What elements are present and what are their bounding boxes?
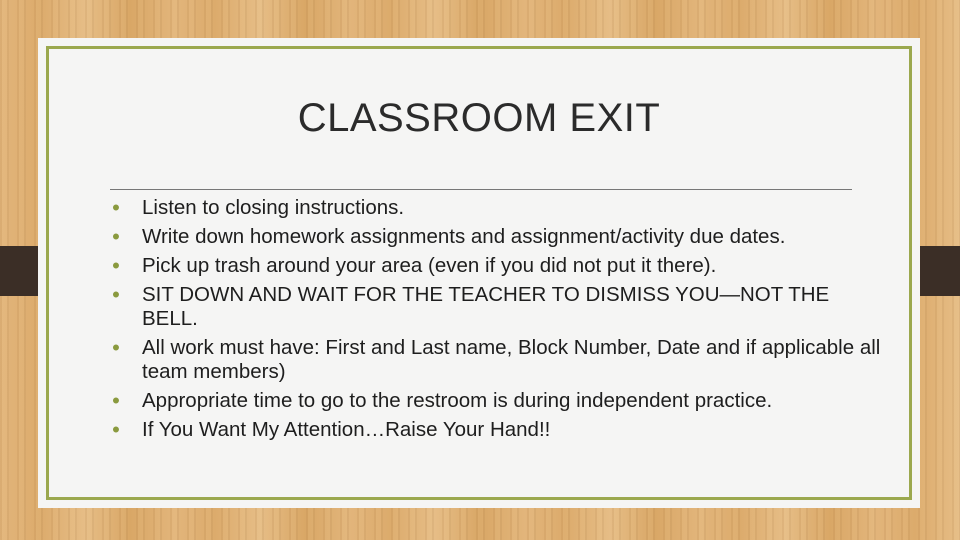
slide-title: CLASSROOM EXIT [297, 96, 661, 140]
bullet-item [108, 283, 888, 331]
bullet-dot-icon: • [112, 253, 120, 278]
bullet-text: All work must have: First and Last name, Block Number, Date and if applicable all team members) [142, 336, 881, 383]
bullet-item [108, 225, 888, 249]
bullet-dot-icon: • [112, 417, 120, 442]
slide-panel [38, 38, 920, 508]
bullet-item [108, 389, 888, 413]
title-underline [110, 189, 852, 190]
bullet-text: Write down homework assignments and assignment/activity due dates. [142, 225, 786, 248]
bullet-list [108, 196, 888, 447]
bullet-dot-icon: • [112, 195, 120, 220]
bullet-dot-icon: • [112, 388, 120, 413]
bullet-item [108, 418, 888, 442]
bullet-text: Appropriate time to go to the restroom is during independent practice. [142, 389, 773, 412]
bullet-item [108, 196, 888, 220]
bullet-text: SIT DOWN AND WAIT FOR THE TEACHER TO DISMISS YOU—NOT THE BELL. [142, 283, 830, 330]
bullet-item [108, 336, 888, 384]
bullet-dot-icon: • [112, 335, 120, 360]
bullet-item [108, 254, 888, 278]
bullet-text: Listen to closing instructions. [142, 196, 405, 219]
bullet-text: Pick up trash around your area (even if you did not put it there). [142, 254, 717, 277]
bullet-dot-icon: • [112, 224, 120, 249]
bullet-dot-icon: • [112, 282, 120, 307]
bullet-text: If You Want My Attention…Raise Your Hand!! [142, 418, 551, 441]
